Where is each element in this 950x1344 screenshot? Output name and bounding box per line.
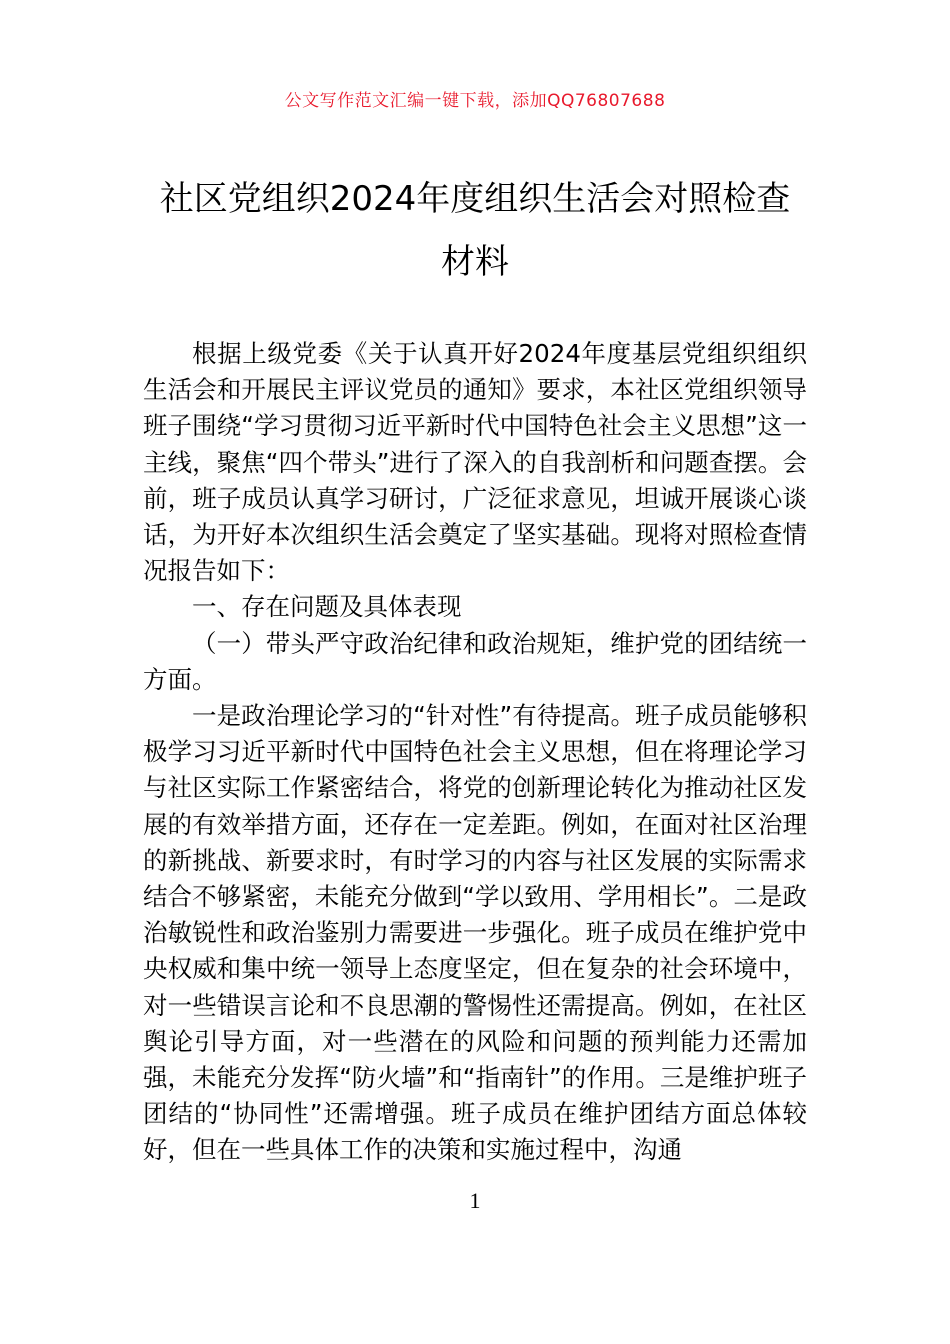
intro-paragraph: 根据上级党委《关于认真开好2024年度基层党组织组织生活会和开展民主评议党员的通知》要求，本社区党组织领导班子围绕“学习贯彻习近平新时代中国特色社会主义思想”这一主线，聚焦“四个带头”进行了深入的自我剖析和问题查摆。会前，班子成员认真学习研讨，广泛征求意见，坦诚开展谈心谈话，为开好本次组织生活会奠定了坚实基础。现将对照检查情况报告如下： xyxy=(143,339,807,586)
body-paragraph: 一是政治理论学习的“针对性”有待提高。班子成员能够积极学习习近平新时代中国特色社会主义思想，但在将理论学习与社区实际工作紧密结合，将党的创新理论转化为推动社区发展的有效举措方面，还存在一定差距。例如，在面对社区治理的新挑战、新要求时，有时学习的内容与社区发展的实际需求结合不够紧密，未能充分做到“学以致用、学用相长”。二是政治敏锐性和政治鉴别力需要进一步强化。班子成员在维护党中央权威和集中统一领导上态度坚定，但在复杂的社会环境中，对一些错误言论和不良思潮的警惕性还需提高。例如，在社区舆论引导方面，对一些潜在的风险和问题的预判能力还需加强，未能充分发挥“防火墙”和“指南针”的作用。三是维护班子团结的“协同性”还需增强。班子成员在维护团结方面总体较好，但在一些具体工作的决策和实施过程中，沟通 xyxy=(143,701,807,1165)
title-line-2: 材料 xyxy=(441,242,509,282)
page-number: 1 xyxy=(469,1188,481,1213)
section-heading: 一、存在问题及具体表现 xyxy=(192,592,462,622)
title-line-1: 社区党组织2024年度组织生活会对照检查 xyxy=(159,179,791,219)
download-notice: 公文写作范文汇编一键下载，添加QQ76807688 xyxy=(284,91,666,111)
document-body xyxy=(143,336,807,1169)
document-title xyxy=(140,168,810,294)
subsection-heading: （一）带头严守政治纪律和政治规矩，维护党的团结统一方面。 xyxy=(143,628,807,694)
